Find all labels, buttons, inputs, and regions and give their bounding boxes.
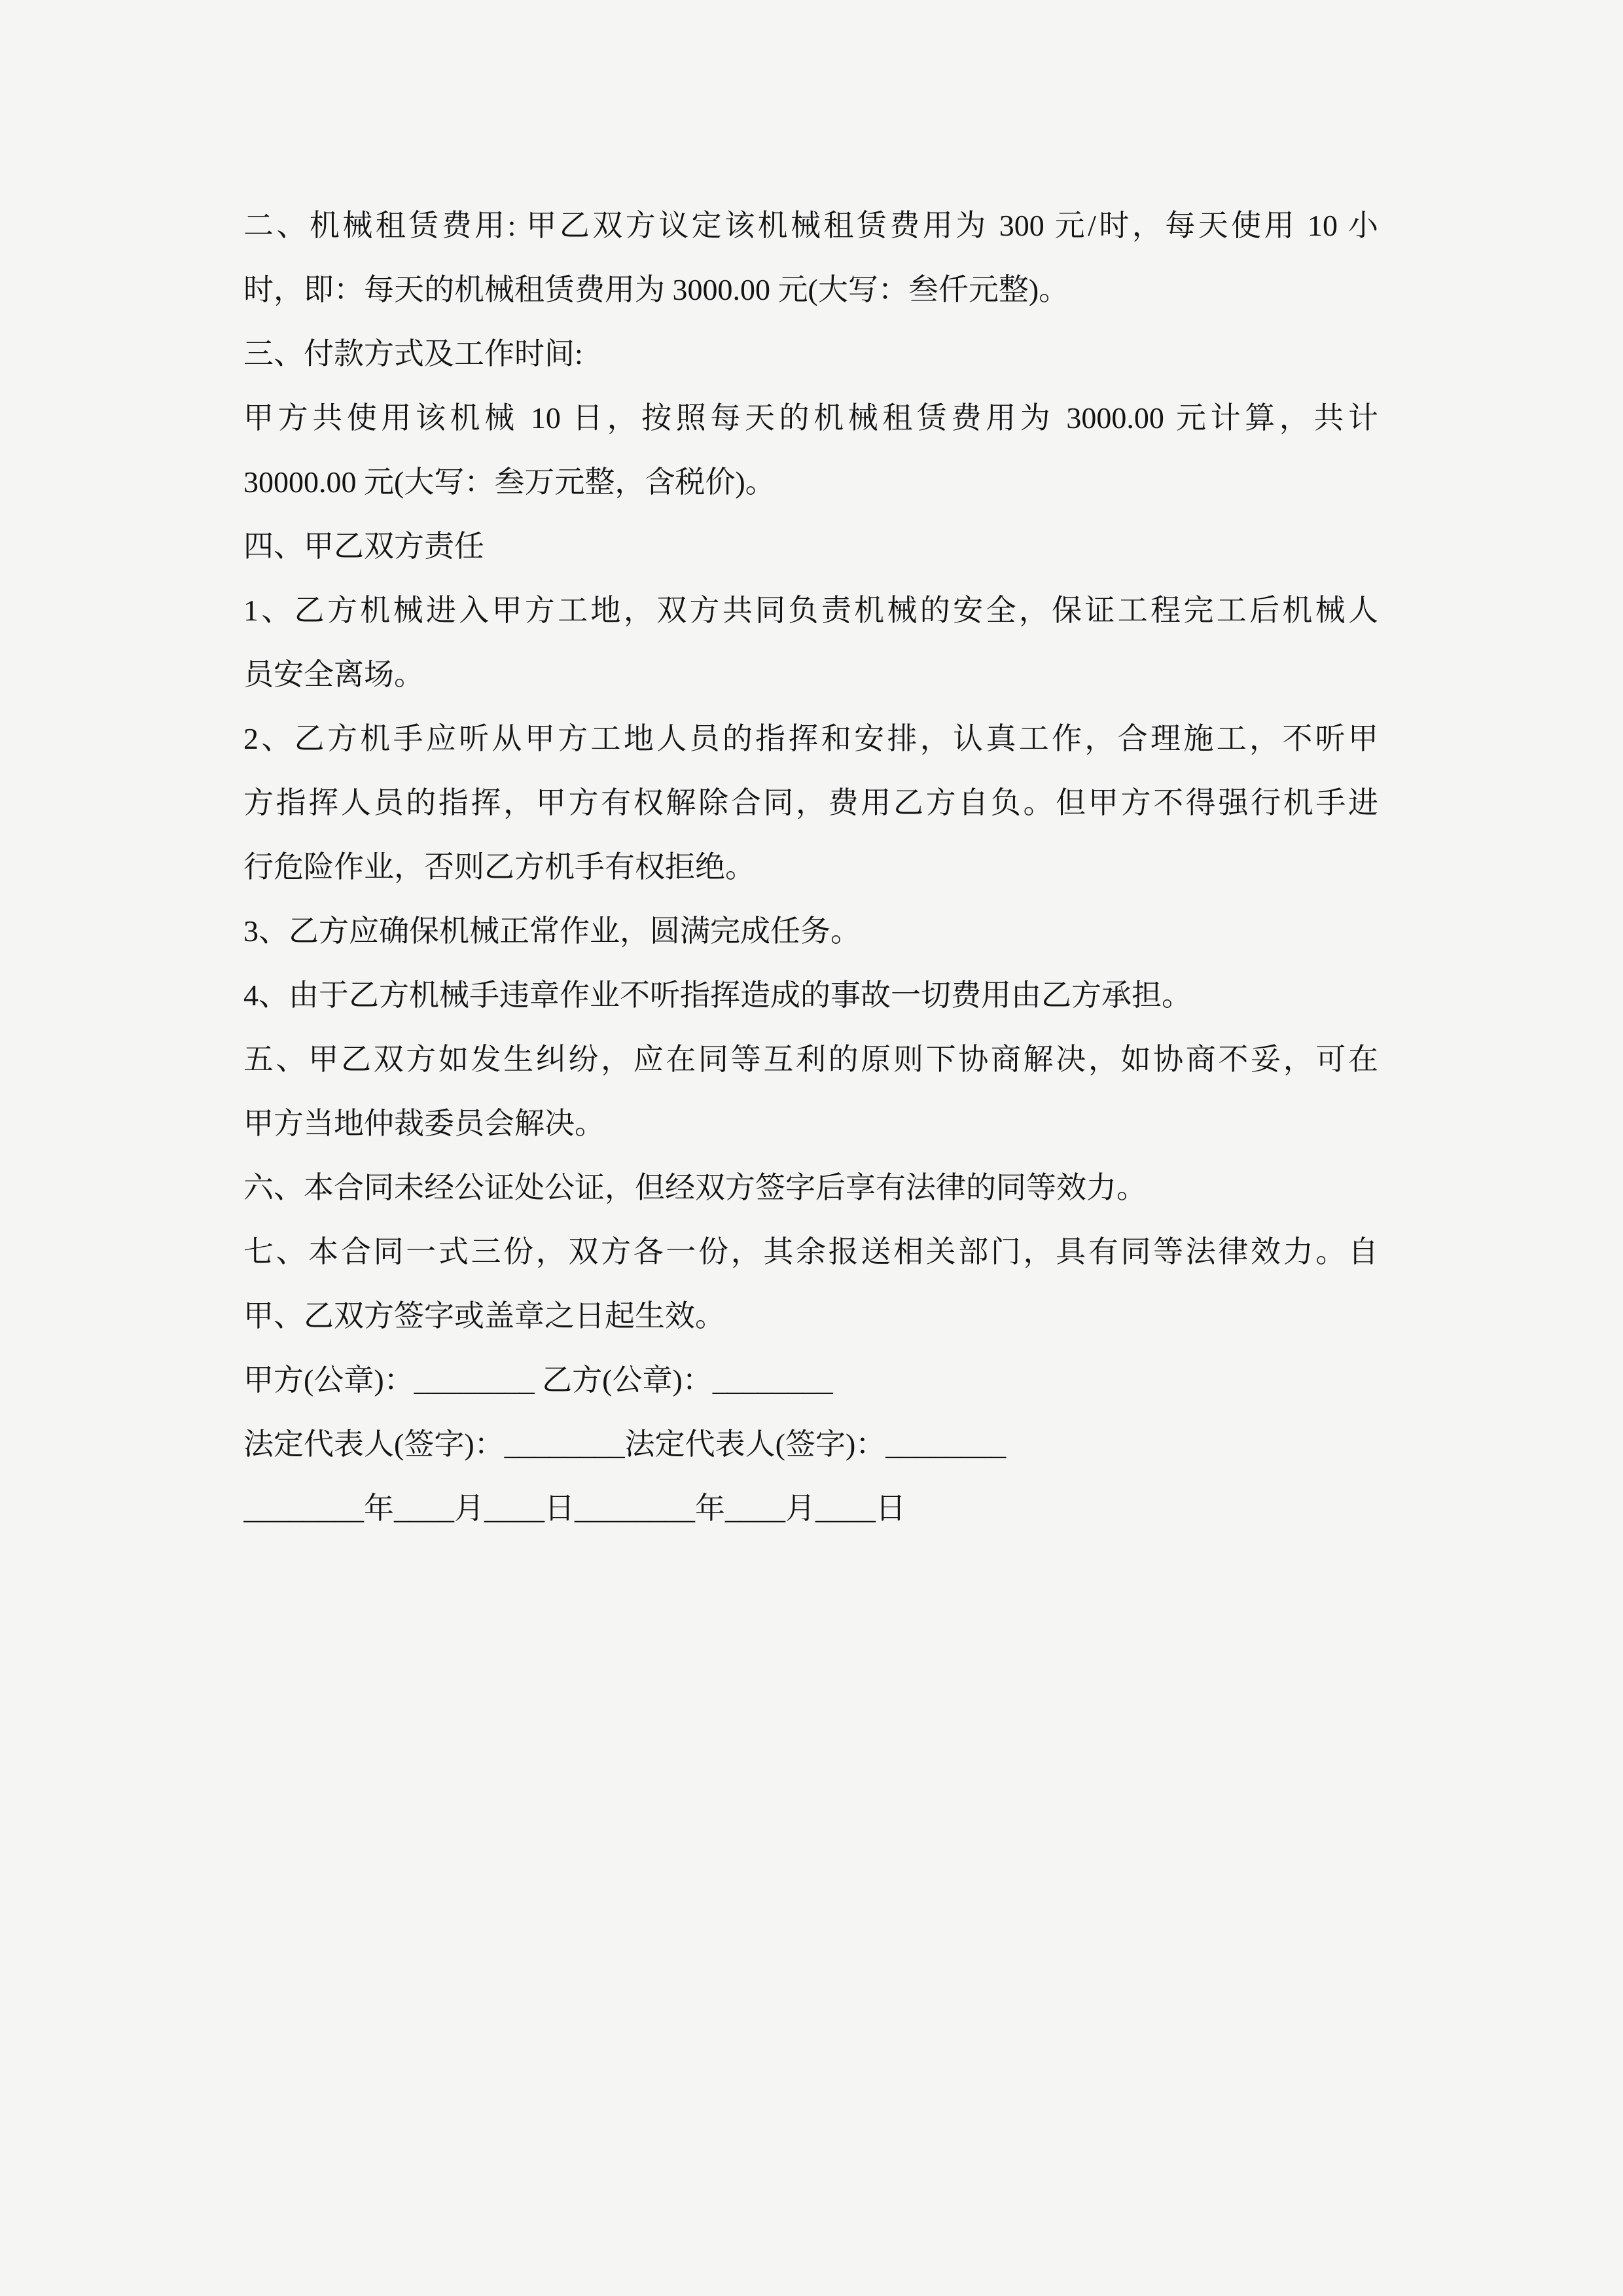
contract-line: 员安全离场。 — [243, 658, 424, 691]
contract-line: 六、本合同未经公证处公证，但经双方签字后享有法律的同等效力。 — [243, 1171, 1147, 1204]
signature-line-representative: 法定代表人(签字)：________法定代表人(签字)：________ — [243, 1427, 1007, 1461]
contract-line: 四、甲乙双方责任 — [243, 529, 484, 563]
contract-line: 甲方共使用该机械 10 日，按照每天的机械租赁费用为 3000.00 元计算，共计 — [243, 401, 1378, 435]
contract-line: 3、乙方应确保机械正常作业，圆满完成任务。 — [243, 914, 861, 948]
signature-line-seal: 甲方(公章)：________ 乙方(公章)：________ — [243, 1363, 833, 1397]
contract-line: 1、乙方机械进入甲方工地，双方共同负责机械的安全，保证工程完工后机械人 — [243, 594, 1378, 627]
contract-body — [243, 194, 1378, 1541]
contract-line: 2、乙方机手应听从甲方工地人员的指挥和安排，认真工作，合理施工，不听甲 — [243, 722, 1378, 755]
contract-line: 时，即：每天的机械租赁费用为 3000.00 元(大写：叁仟元整)。 — [243, 273, 1069, 306]
contract-line: 七、本合同一式三份，双方各一份，其余报送相关部门，具有同等法律效力。自 — [243, 1235, 1378, 1268]
contract-line: 行危险作业，否则乙方机手有权拒绝。 — [243, 850, 755, 884]
contract-line: 30000.00 元(大写：叁万元整，含税价)。 — [243, 465, 776, 499]
contract-line: 4、由于乙方机械手违章作业不听指挥造成的事故一切费用由乙方承担。 — [243, 978, 1192, 1012]
contract-line: 甲方当地仲裁委员会解决。 — [243, 1107, 605, 1140]
signature-line-date: ________年____月____日________年____月____日 — [243, 1492, 906, 1525]
contract-line: 二、机械租赁费用: 甲乙双方议定该机械租赁费用为 300 元/时，每天使用 10 小 — [243, 209, 1378, 242]
contract-line: 甲、乙双方签字或盖章之日起生效。 — [243, 1299, 725, 1333]
contract-line: 三、付款方式及工作时间: — [243, 337, 583, 370]
contract-line: 五、甲乙双方如发生纠纷，应在同等互利的原则下协商解决，如协商不妥，可在 — [243, 1043, 1378, 1076]
contract-line: 方指挥人员的指挥，甲方有权解除合同，费用乙方自负。但甲方不得强行机手进 — [243, 786, 1378, 819]
